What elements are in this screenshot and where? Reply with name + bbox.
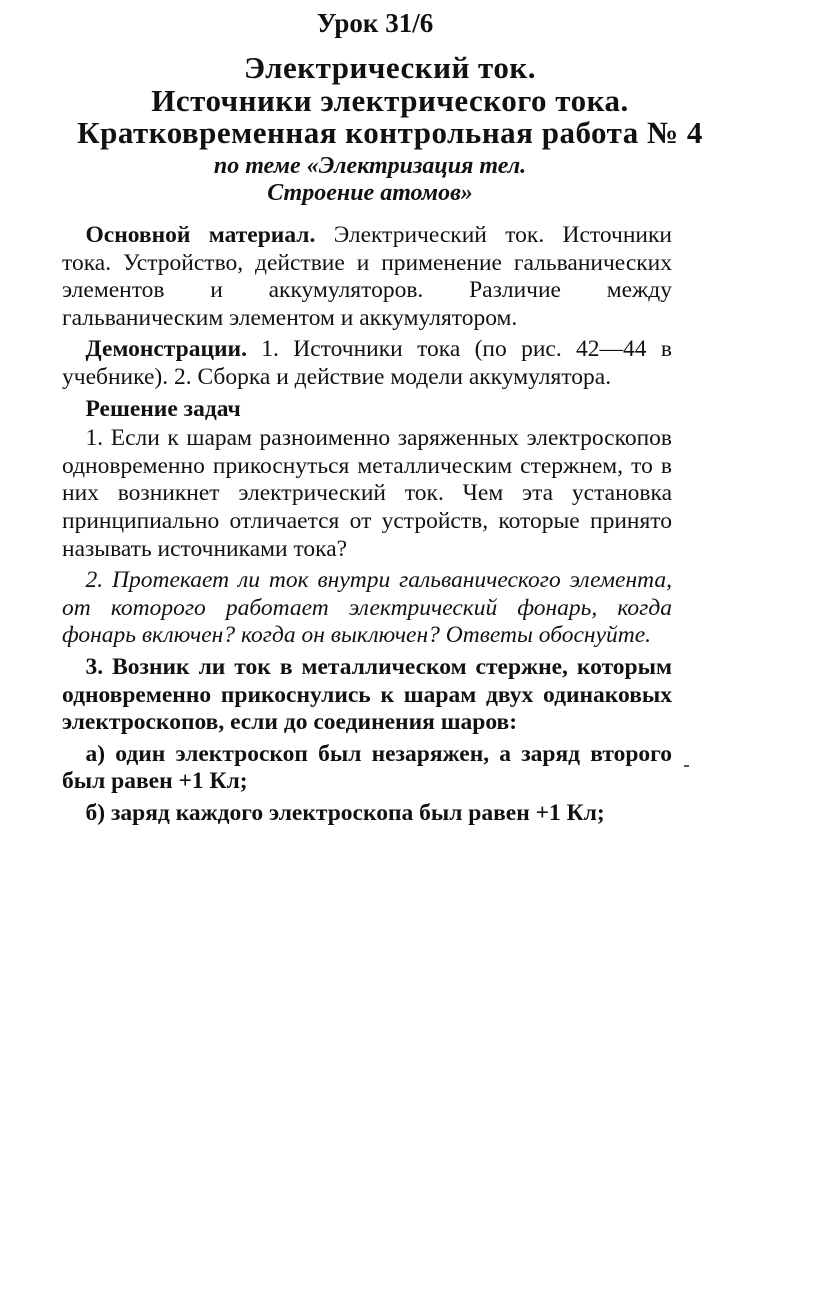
tasks-heading: Решение задач [85,395,241,422]
task-3b-text: б) заряд каждого электроскопа был равен +1 Кл; [85,799,605,826]
task-2-text: 2. Протекает ли ток внутри гальванического элемента, от которого работает электрический фонарь, когда фонарь включен? когда он выключен? Ответы обоснуйте. [62,567,672,649]
tasks-heading-paragraph [62,396,672,424]
task-1 [62,425,672,563]
demonstrations-label: Демонстрации. [85,336,247,363]
subtitle-line-2: Строение атомов» [267,180,473,206]
title-line-3: Кратковременная контрольная работа № 4 [77,115,703,150]
task-2 [62,567,672,650]
main-material-label: Основной материал. [85,222,316,248]
lesson-number: Урок 31/6 [316,8,434,38]
task-3 [62,654,672,737]
demonstrations-text: 1. Источники тока (по рис. 42—44 в учебнике). 2. Сборка и действие модели аккумулятора. [62,336,672,390]
task-3b [62,800,672,828]
task-3a [62,741,672,796]
document-body [62,222,672,831]
title-line-2: Источники электрического тока. [151,83,629,118]
subtitle-line-1: по теме «Электризация тел. [213,153,527,179]
main-material-paragraph [62,222,672,332]
title-line-1: Электрический ток. [244,50,536,85]
task-3-text: 3. Возник ли ток в металлическом стержне, которым одновременно прикоснулись к шарам двух одинаковых электроскопов, если до соединения шаров: [62,653,672,736]
scan-mark [684,765,689,767]
task-1-text: 1. Если к шарам разноименно заряженных электроскопов одновременно прикоснуться металлическим стержнем, то в них возникнет электрический ток. Чем эта установка принципиально отличается от устройств, которые принято называть источниками тока? [62,425,672,562]
demonstrations-paragraph [62,336,672,391]
task-3a-text: а) один электроскоп был незаряжен, а заряд второго был равен +1 Кл; [62,740,672,795]
main-material-text: Электрический ток. Источники тока. Устройство, действие и применение гальванических элементов и аккумуляторов. Различие между гальваническим элементом и аккумулятором. [62,222,672,331]
